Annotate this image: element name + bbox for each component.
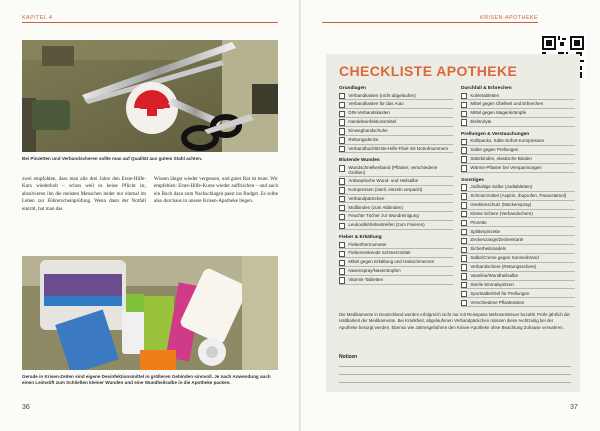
checklist-item xyxy=(339,259,453,267)
checkbox[interactable] xyxy=(461,193,467,199)
checklist-item-label: Mittel gegen Übelkeit und Erbrechen xyxy=(470,101,544,107)
checklist-item xyxy=(461,300,575,308)
checkbox[interactable] xyxy=(339,93,345,99)
checklist-item-label: Verbandkasten für das Auto xyxy=(348,101,404,107)
notes-label: Notizen xyxy=(339,354,358,360)
photo-disinfectants xyxy=(22,256,278,370)
photo-scissors-tweezers xyxy=(22,40,278,152)
checklist-item xyxy=(461,110,575,118)
checklist-item xyxy=(461,291,575,299)
checklist-item-label: Feuchte Tücher zur Wundreinigung xyxy=(348,213,419,219)
checklist-item-label: Elektrolyte xyxy=(470,119,492,125)
checkbox[interactable] xyxy=(461,102,467,108)
checklist-item-label: Wundschnellverband (Pflaster, verschiedene Größen) xyxy=(348,164,438,176)
checklist-item xyxy=(339,205,453,213)
checklist-item xyxy=(461,93,575,101)
checkbox[interactable] xyxy=(339,242,345,248)
checkbox[interactable] xyxy=(339,111,345,117)
checklist-item xyxy=(461,101,575,109)
checkbox[interactable] xyxy=(339,260,345,266)
checklist-section-heading: Sonstiges xyxy=(461,177,484,183)
running-head-left: KAPITEL 4 xyxy=(22,15,53,21)
checkbox[interactable] xyxy=(339,251,345,257)
checklist-item xyxy=(461,138,575,146)
checkbox[interactable] xyxy=(461,156,467,162)
checklist-item-label: Splitterpinzette xyxy=(470,228,501,234)
checklist-item xyxy=(461,273,575,281)
checkbox[interactable] xyxy=(461,139,467,145)
checkbox[interactable] xyxy=(461,202,467,208)
checkbox[interactable] xyxy=(461,111,467,117)
checklist-item xyxy=(461,202,575,210)
checkbox[interactable] xyxy=(339,214,345,220)
checklist-item xyxy=(339,110,453,118)
page-number-left: 36 xyxy=(22,404,30,411)
checkbox[interactable] xyxy=(339,277,345,283)
checklist-item-label: Fieberthermometer xyxy=(348,241,387,247)
checkbox[interactable] xyxy=(339,137,345,143)
checklist-column-right xyxy=(461,86,575,308)
checklist-section-heading: Blutende Wunden xyxy=(339,158,380,164)
checklist-item-label: Verbandkasten (nicht abgelaufen) xyxy=(348,92,416,98)
checklist-item xyxy=(461,264,575,272)
checklist-item-label: Vaseline/Wundheilsalbe xyxy=(470,272,519,278)
checkbox[interactable] xyxy=(339,268,345,274)
checklist-note: Die Medikamente in Deutschland werden erfolgreich nicht nur mit Reisepass Mehrwertsteuer bezahlt. Prüfe jährlich die Haltbarkeit der Medikamente. Bei Krankheit, abgelaufenen Verbandpäckchen müssen diese rechtzeitig bei der Apotheke besorgt werden. Ebenso wie Jahresgebühren den Krisen-Apotheke ohne Beachtung Zuhause verwahren. xyxy=(339,312,570,330)
checklist-item-label: Salbe gegen Prellungen xyxy=(470,147,519,153)
checklist-item xyxy=(461,211,575,219)
checkbox[interactable] xyxy=(461,93,467,99)
checklist-title: CHECKLISTE APOTHEKE xyxy=(339,63,518,79)
checkbox[interactable] xyxy=(461,300,467,306)
checkbox[interactable] xyxy=(461,147,467,153)
checklist-item-label: Fiebersenkende Schmerzmittel xyxy=(348,250,411,256)
page-number-right: 37 xyxy=(570,404,578,411)
checklist-item xyxy=(461,184,575,192)
checklist-item-label: Leukosilk/Klebestreifen (zum Fixieren) xyxy=(348,222,425,228)
checkbox[interactable] xyxy=(339,205,345,211)
checkbox[interactable] xyxy=(339,128,345,134)
checkbox[interactable] xyxy=(461,255,467,261)
checklist-item xyxy=(339,128,453,136)
checklist-item xyxy=(339,165,453,177)
checklist-item-label: Rettungsdecke xyxy=(348,136,379,142)
checklist-item-label: DIN-Verbandskasten xyxy=(348,110,390,116)
running-rule-left xyxy=(22,22,278,23)
checklist-item xyxy=(461,246,575,254)
checklist-item-label: Mullbinden (zum Abbinden) xyxy=(348,204,403,210)
checklist-item xyxy=(339,242,453,250)
checklist-item-label: Kleine Schere (Verbandschere) xyxy=(470,210,533,216)
checkbox[interactable] xyxy=(461,211,467,217)
checklist-item xyxy=(339,178,453,186)
checkbox[interactable] xyxy=(339,187,345,193)
checklist-item-label: Kompressen (steril, einzeln verpackt) xyxy=(348,186,423,192)
checkbox[interactable] xyxy=(339,196,345,202)
notes-line[interactable] xyxy=(339,366,571,367)
checklist-item xyxy=(339,277,453,285)
checklist-item-label: Sterile Einmalspritzen xyxy=(470,281,514,287)
caption-top: Bei Pinzetten und Verbandscheren sollte man auf Qualität aus gutem Stahl achten. xyxy=(22,156,203,161)
checklist-item xyxy=(461,156,575,164)
checklist-item-label: Salbe/Creme gegen Sonnenbrand xyxy=(470,255,539,261)
checkbox[interactable] xyxy=(339,178,345,184)
checklist-item xyxy=(461,229,575,237)
checklist-item xyxy=(339,119,453,127)
running-rule-right xyxy=(322,22,538,23)
checklist-item-label: Verbandbuch/Erste-Hilfe-Fibel mit Notrufnummern xyxy=(348,145,449,151)
checklist-item-label: Nasenspray/Nasentropfen xyxy=(348,268,401,274)
checklist-item-label: Handdesinfektionsmittel xyxy=(348,119,397,125)
checklist-item xyxy=(461,220,575,228)
checkbox[interactable] xyxy=(461,247,467,253)
checkbox[interactable] xyxy=(461,119,467,125)
checklist-item-label: Kühlpacks, Kälte-Sofort-Kompressen xyxy=(470,138,545,144)
checklist-item-label: Kohletabletten xyxy=(470,92,500,98)
body-column-1: zwei empfohlen, dass man alle drei Jahre den Erste-Hilfe-Kurs wiederholt – schon weil es keine Pflicht ist, absolvieren ihn die meisten Menschen leider nur einmal im Leben zur Führerscheinprüfung. Wenn dann der Notfall eintritt, hat man das xyxy=(22,176,146,212)
checklist-item xyxy=(461,119,575,127)
checkbox[interactable] xyxy=(339,165,345,171)
checklist-item xyxy=(461,165,575,173)
checklist-item xyxy=(339,93,453,101)
checklist-item xyxy=(461,237,575,245)
checklist-item-label: Verschiedene Pflasterarten xyxy=(470,299,525,305)
checkbox[interactable] xyxy=(461,220,467,226)
checklist-item-label: Zeckenzange/Zeckenkarte xyxy=(470,237,524,243)
checklist-item xyxy=(461,255,575,263)
checklist-item-label: Verbandschere (Rettungsschere) xyxy=(470,264,537,269)
checklist-item-label: Jodhaltige Salbe (Jodtabletten) xyxy=(470,184,533,190)
checklist-item-label: Antiseptische Wund- und Heilsalbe xyxy=(348,177,419,183)
running-head-right: KRISEN-APOTHEKE xyxy=(480,15,538,21)
checkbox[interactable] xyxy=(461,184,467,190)
checklist-column-left xyxy=(339,86,453,286)
checklist-item xyxy=(339,187,453,195)
checklist-section-heading: Durchfall & Erbrechen xyxy=(461,86,512,91)
checklist-item-label: Insektenschutz (Mückenspray) xyxy=(470,201,532,207)
checkbox[interactable] xyxy=(461,282,467,288)
checklist-item xyxy=(339,250,453,258)
notes-line[interactable] xyxy=(339,382,571,383)
checklist-item xyxy=(339,222,453,230)
checklist-item-label: Mittel gegen Erkältung und Halsschmerzen xyxy=(348,259,435,265)
checklist-item xyxy=(461,193,575,201)
checkbox[interactable] xyxy=(461,229,467,235)
checklist-item-label: Einweghandschuhe xyxy=(348,128,388,133)
checkbox[interactable] xyxy=(461,264,467,270)
caption-bottom: Gerade in Krisen-Zeiten sind eigene Desinfektionsmittel in größeren Gebinden sinnvoll. Je nach Anwendung auch einen Leimstift zum Schließen kleiner Wunden und eine Wundheilsalbe in die Apotheke packen. xyxy=(22,374,271,385)
notes-line[interactable] xyxy=(339,374,571,375)
checklist-item xyxy=(461,147,575,155)
body-column-2: Wissen längst wieder vergessen, und guter Rat ist teuer. Wir empfehlen: Erste-Hilfe-Kurse wieder auffrischen – und auch ein Buch dazu zum Nachschlagen passt ins Budget. Es sollte also durchaus in unsere Krisen-Apotheke liegen. xyxy=(154,176,278,205)
checkbox[interactable] xyxy=(461,165,467,171)
checklist-item-label: Vitamin-Tabletten xyxy=(348,277,384,282)
checklist-item xyxy=(339,137,453,145)
checkbox[interactable] xyxy=(461,273,467,279)
checklist-item xyxy=(461,282,575,290)
checklist-item xyxy=(339,213,453,221)
checklist-item-label: Schmerzmittel (Aspirin, Ibuprofen, Paracetamol) xyxy=(470,193,567,198)
checklist-section-heading: Prellungen & Verstauchungen xyxy=(461,131,530,137)
checklist-section-heading: Fieber & Erkältung xyxy=(339,235,382,240)
checkbox[interactable] xyxy=(339,223,345,229)
checklist-section-heading: Grundlagen xyxy=(339,86,366,91)
checkbox[interactable] xyxy=(461,291,467,297)
checklist-item xyxy=(339,146,453,154)
checklist-item-label: Verbandpäckchen xyxy=(348,195,385,201)
checklist-item xyxy=(339,268,453,276)
checklist-item-label: Pinzette xyxy=(470,219,487,225)
checkbox[interactable] xyxy=(339,102,345,108)
checklist-item-label: Sportsalbe/Gel für Prellungen xyxy=(470,290,530,296)
checkbox[interactable] xyxy=(461,238,467,244)
checklist-item-label: Stützbinden, elastische Binden xyxy=(470,156,532,162)
checklist-item-label: Sicherheitsnadeln xyxy=(470,246,507,252)
checklist-item-label: Mittel gegen Magenkrämpfe xyxy=(470,110,527,116)
checkbox[interactable] xyxy=(339,119,345,125)
checklist-item xyxy=(339,196,453,204)
checklist-item-label: Wärme-Pflaster bei Verspannungen xyxy=(470,164,542,170)
checkbox[interactable] xyxy=(339,146,345,152)
checklist-item xyxy=(339,101,453,109)
